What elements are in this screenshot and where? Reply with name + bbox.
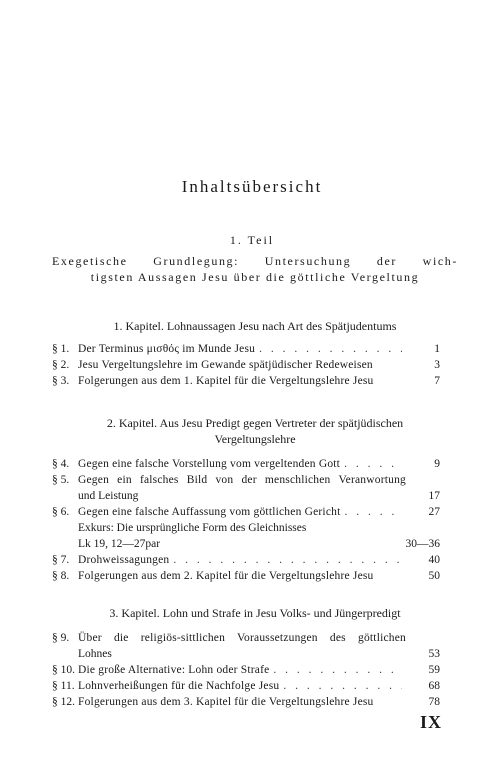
chapter-2-heading-line-1: 2. Kapitel. Aus Jesu Predigt gegen Vertreter der spätjüdischen (106, 416, 404, 430)
leader-dots (283, 678, 402, 694)
chapter-3-heading: 3. Kapitel. Lohn und Strafe in Jesu Volks- und Jüngerpredigt (109, 606, 401, 620)
entry-page: 53 (428, 648, 440, 660)
toc-entry[interactable] (52, 373, 440, 389)
toc-entry-continuation[interactable] (78, 646, 440, 662)
toc-entry-continuation[interactable] (78, 536, 440, 552)
toc-entry-continuation[interactable] (78, 520, 440, 536)
entry-page: 3 (434, 359, 440, 371)
toc-entry[interactable] (52, 341, 440, 357)
entry-title: Der Terminus μισθός im Munde Jesu (78, 343, 256, 355)
entry-page: 40 (428, 554, 440, 566)
toc-entry[interactable] (52, 694, 440, 710)
section-number: § 4. (52, 458, 70, 470)
leader-dots (273, 662, 402, 678)
chapter-1-heading: 1. Kapitel. Lohnaussagen Jesu nach Art des Spätjudentums (113, 319, 397, 333)
toc-entry[interactable] (52, 568, 440, 584)
entry-title: Drohweissagungen (78, 554, 170, 566)
page-title: Inhaltsübersicht (181, 177, 323, 196)
section-number: § 2. (52, 359, 70, 371)
entry-page (406, 472, 440, 488)
entry-title: und Leistung (78, 490, 139, 502)
toc-entry[interactable] (52, 662, 440, 678)
entry-title: Folgerungen aus dem 1. Kapitel für die Vergeltungslehre Jesu (78, 375, 374, 387)
entry-page: 27 (428, 506, 440, 518)
entry-page: 7 (434, 375, 440, 387)
entry-title: Folgerungen aus dem 2. Kapitel für die Vergeltungslehre Jesu (78, 570, 374, 582)
toc-entry[interactable] (52, 472, 440, 488)
entry-page: 1 (434, 343, 440, 355)
toc-entry[interactable] (52, 552, 440, 568)
leader-dots (344, 504, 402, 520)
part-heading: 1. Teil (229, 233, 275, 247)
section-number: § 1. (52, 343, 70, 355)
leader-dots (259, 341, 402, 357)
entry-title: Lohnverheißungen für die Nachfolge Jesu (78, 680, 280, 692)
page-number: IX (420, 712, 443, 732)
entry-page: 17 (428, 490, 440, 502)
toc-entry-continuation[interactable] (78, 488, 440, 504)
leader-dots (344, 456, 402, 472)
part-subtitle-line-2: tigsten Aussagen Jesu über die göttliche Vergeltung (90, 270, 420, 284)
section-number: § 8. (52, 570, 70, 582)
entry-title: Exkurs: Die ursprüngliche Form des Gleichnisses (78, 522, 307, 534)
entry-title: Gegen eine falsche Vorstellung vom vergeltenden Gott (78, 458, 341, 470)
entry-page: 59 (428, 664, 440, 676)
entry-title: Gegen ein falsches Bild von der menschlichen Veranwortung (78, 474, 406, 486)
entry-title: Lohnes (78, 648, 112, 660)
section-number: § 7. (52, 554, 70, 566)
toc-entry[interactable] (52, 456, 440, 472)
section-number: § 5. (52, 474, 70, 486)
section-number: § 10. (52, 664, 75, 676)
toc-entry[interactable] (52, 357, 440, 373)
entry-page: 30—36 (405, 538, 440, 550)
entry-page (406, 630, 440, 646)
entry-page: 68 (428, 680, 440, 692)
toc-entry[interactable] (52, 678, 440, 694)
section-number: § 3. (52, 375, 70, 387)
toc-entry[interactable] (52, 630, 440, 646)
chapter-2-heading-line-2: Vergeltungslehre (214, 432, 296, 446)
entry-title: Gegen eine falsche Auffassung vom göttlichen Gericht (78, 506, 341, 518)
section-number: § 12. (52, 696, 75, 708)
part-subtitle-line-1: Exegetische Grundlegung: Untersuchung der wich- (52, 254, 458, 268)
toc-entry[interactable] (52, 504, 440, 520)
entry-title: Folgerungen aus dem 3. Kapitel für die Vergeltungslehre Jesu (78, 696, 374, 708)
entry-page: 78 (428, 696, 440, 708)
section-number: § 9. (52, 632, 70, 644)
chapter-2-heading (40, 415, 470, 447)
entry-title: Über die religiös-sittlichen Voraussetzungen des göttlichen (78, 632, 406, 644)
entry-title: Jesu Vergeltungslehre im Gewande spätjüdischer Redeweisen (78, 359, 373, 371)
entry-page (306, 520, 440, 536)
entry-title: Die große Alternative: Lohn oder Strafe (78, 664, 270, 676)
entry-page: 9 (434, 458, 440, 470)
entry-title: Lk 19, 12—27par (78, 538, 161, 550)
section-number: § 6. (52, 506, 70, 518)
entry-page: 50 (428, 570, 440, 582)
leader-dots (173, 552, 402, 568)
section-number: § 11. (52, 680, 75, 692)
